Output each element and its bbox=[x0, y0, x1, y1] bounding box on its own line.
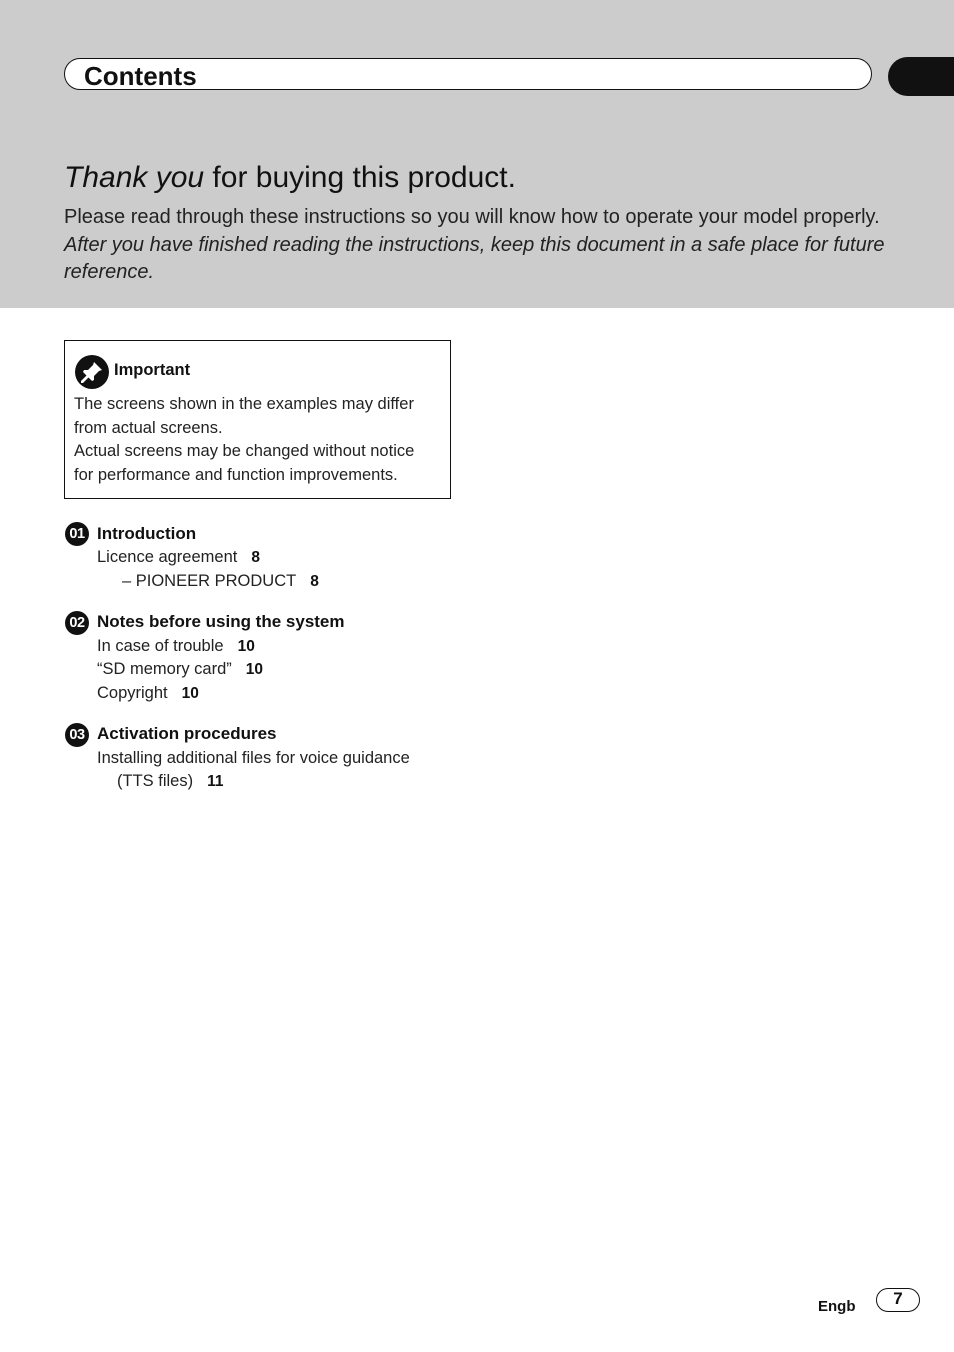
important-title: Important bbox=[114, 361, 191, 379]
intro-paragraph bbox=[64, 204, 894, 287]
important-line: Actual screens may be changed without notice bbox=[74, 442, 415, 461]
toc-entry[interactable]: Licence agreement 8 bbox=[97, 548, 260, 566]
important-text bbox=[74, 393, 446, 488]
toc-entry[interactable]: Copyright 10 bbox=[97, 684, 199, 702]
toc-page-number: 8 bbox=[251, 549, 260, 566]
section-number-badge: 03 bbox=[65, 723, 89, 747]
toc-section-title[interactable]: Activation procedures bbox=[97, 724, 277, 743]
headline-italic: Thank you bbox=[64, 161, 205, 194]
page-headline bbox=[64, 158, 516, 198]
toc-page-number: 11 bbox=[207, 773, 224, 790]
pushpin-icon bbox=[75, 355, 109, 389]
toc-subentry[interactable]: – PIONEER PRODUCT 8 bbox=[122, 572, 319, 590]
toc-entry-continuation[interactable]: (TTS files) 11 bbox=[117, 772, 224, 790]
toc-page-number: 10 bbox=[181, 685, 199, 702]
toc-section-title[interactable]: Notes before using the system bbox=[97, 612, 345, 631]
section-side-tab bbox=[888, 57, 954, 96]
contents-title: Contents bbox=[84, 61, 197, 91]
important-line: from actual screens. bbox=[74, 418, 223, 437]
headline-rest: for buying this product. bbox=[204, 161, 516, 194]
toc-section-title[interactable]: Introduction bbox=[97, 524, 197, 543]
toc-page-number: 10 bbox=[237, 638, 255, 655]
important-notice-box bbox=[64, 340, 451, 499]
section-number-badge: 01 bbox=[65, 522, 89, 546]
important-line: The screens shown in the examples may differ bbox=[74, 395, 414, 413]
intro-plain: Please read through these instructions so you will know how to operate your model properly. bbox=[64, 206, 880, 228]
section-number-badge: 02 bbox=[65, 611, 89, 635]
toc-page-number: 8 bbox=[310, 573, 319, 590]
toc-entry[interactable]: In case of trouble 10 bbox=[97, 637, 255, 655]
language-code: Engb bbox=[818, 1298, 856, 1315]
important-line: for performance and function improvements. bbox=[74, 466, 398, 485]
toc-entry[interactable]: “SD memory card” 10 bbox=[97, 660, 264, 678]
toc-entry[interactable]: Installing additional files for voice guidance bbox=[97, 749, 410, 767]
toc-page-number: 10 bbox=[245, 661, 264, 678]
intro-italic: After you have finished reading the instructions, keep this document in a safe place for future reference. bbox=[64, 233, 885, 283]
page-number: 7 bbox=[876, 1288, 920, 1312]
